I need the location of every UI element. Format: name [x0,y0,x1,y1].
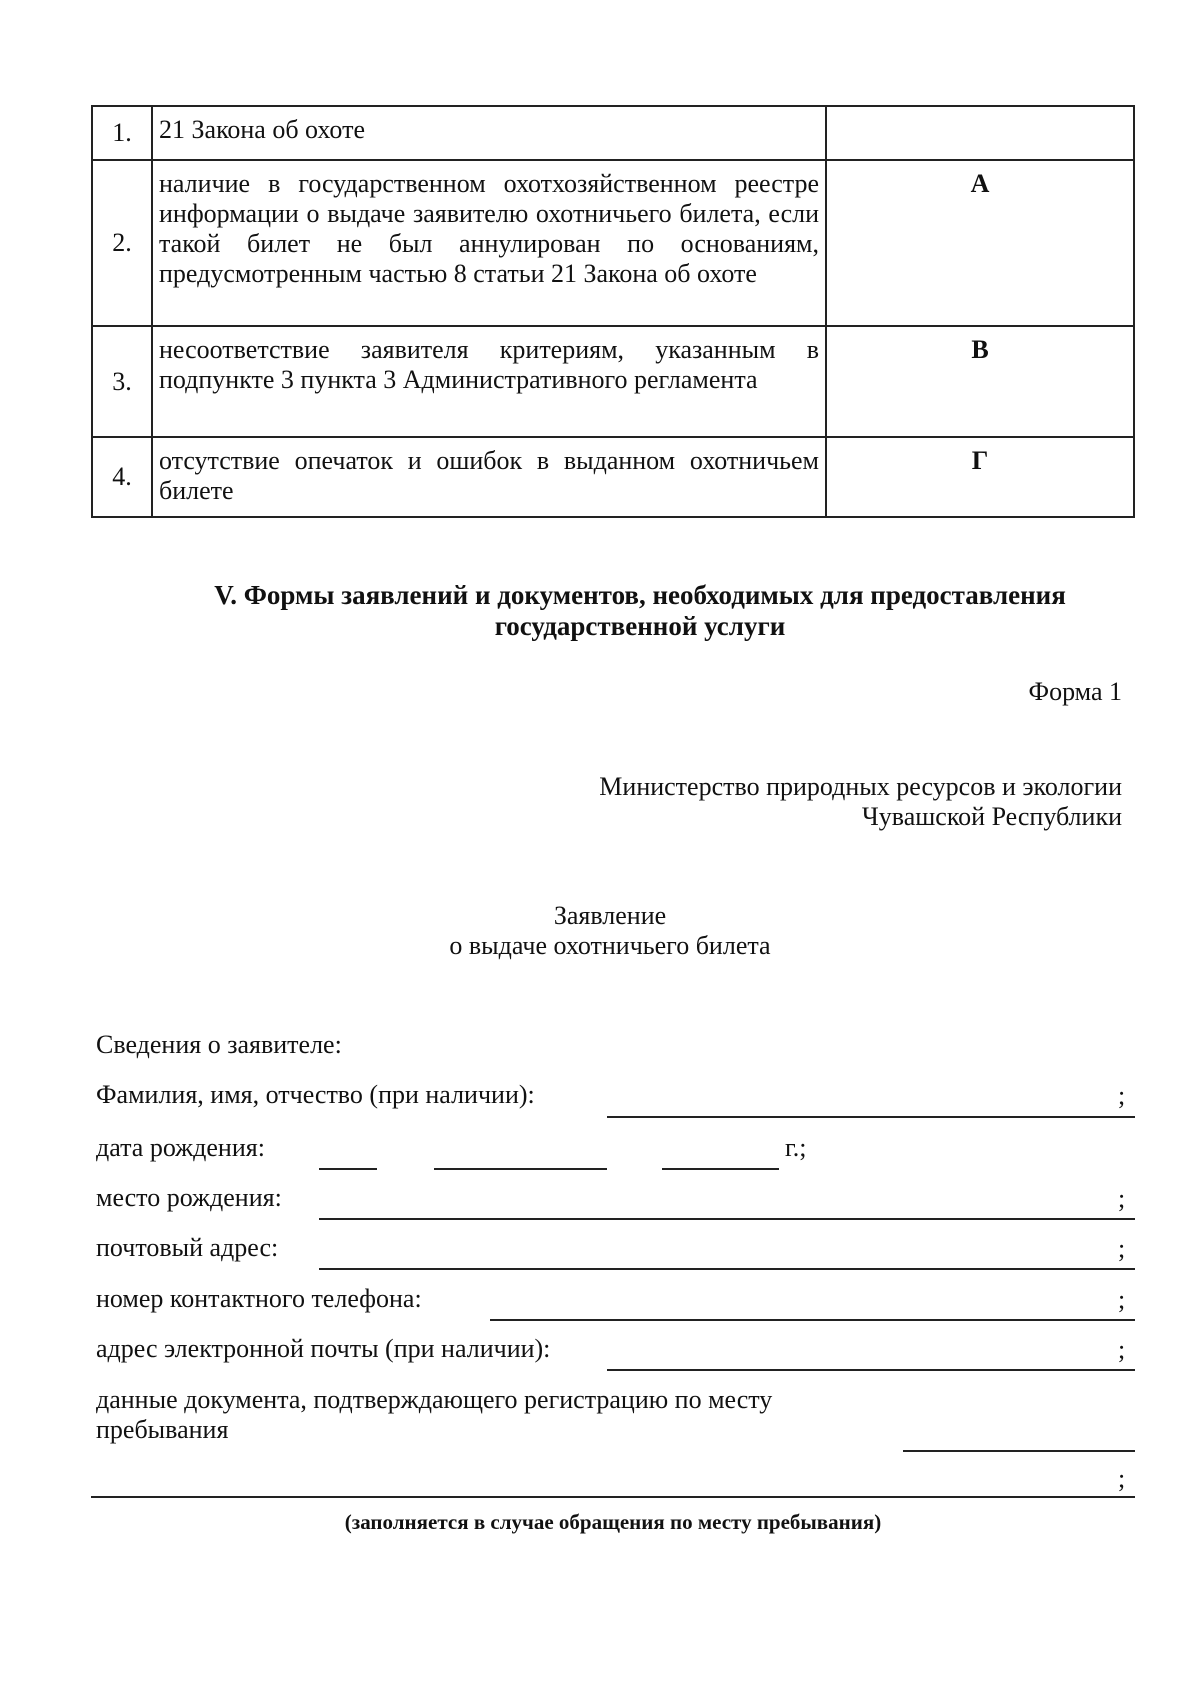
birth-day-field[interactable] [319,1168,377,1170]
document-title-line: о выдаче охотничьего билета [449,931,771,960]
phone-field[interactable] [490,1319,1135,1321]
field-terminator: ; [1118,1081,1126,1110]
birth-month-field[interactable] [434,1168,607,1170]
applicant-heading: Сведения о заявителе: [96,1030,342,1059]
addressee-line: Чувашской Республики [861,802,1122,831]
section-title-line: V. Формы заявлений и документов, необходимых для предоставления [214,580,1066,610]
row-code [826,106,1134,160]
birth-date-label: дата рождения: [96,1133,265,1162]
row-number: 2. [92,160,152,326]
row-number: 4. [92,437,152,517]
section-title [140,580,1140,642]
birth-year-field[interactable] [662,1168,779,1170]
row-code: Г [826,437,1134,517]
registration-field[interactable] [91,1496,1135,1498]
registration-label: пребывания [96,1415,229,1444]
section-title-line: государственной услуги [494,611,786,641]
registration-field[interactable] [903,1450,1135,1452]
birth-place-label: место рождения: [96,1183,282,1212]
registration-label: данные документа, подтверждающего регистрацию по месту [96,1385,773,1414]
phone-label: номер контактного телефона: [96,1284,422,1313]
field-terminator: ; [1118,1285,1126,1314]
birth-place-field[interactable] [319,1218,1135,1220]
full-name-field[interactable] [607,1116,1135,1118]
field-terminator: ; [1118,1184,1126,1213]
form-number: Форма 1 [1028,677,1122,706]
row-text: несоответствие заявителя критериям, указанным в подпункте 3 пункта 3 Административного регламента [152,326,826,437]
email-field[interactable] [607,1369,1135,1371]
table-row [92,437,1134,517]
field-terminator: ; [1118,1335,1126,1364]
table-row [92,106,1134,160]
row-number: 3. [92,326,152,437]
addressee-line: Министерство природных ресурсов и экологии [599,772,1122,801]
document-title-line: Заявление [553,901,667,930]
field-terminator: ; [1118,1234,1126,1263]
postal-address-field[interactable] [319,1268,1135,1270]
row-code: В [826,326,1134,437]
row-code: А [826,160,1134,326]
postal-address-label: почтовый адрес: [96,1233,279,1262]
row-number: 1. [92,106,152,160]
email-label: адрес электронной почты (при наличии): [96,1334,551,1363]
row-text: отсутствие опечаток и ошибок в выданном охотничьем билете [152,437,826,517]
birth-year-suffix: г.; [785,1133,807,1162]
table-row [92,160,1134,326]
row-text: 21 Закона об охоте [152,106,826,160]
full-name-label: Фамилия, имя, отчество (при наличии): [96,1080,535,1109]
field-terminator: ; [1118,1464,1126,1493]
registration-note: (заполняется в случае обращения по месту пребывания) [344,1510,882,1534]
row-text: наличие в государственном охотхозяйственном реестре информации о выдаче заявителю охотничьего билета, если такой билет не был аннулирован по основаниям, предусмотренным частью 8 статьи 21 Закона об охоте [152,160,826,326]
document-title [250,901,970,961]
addressee [599,772,1122,832]
grounds-table [91,105,1135,518]
table-row [92,326,1134,437]
